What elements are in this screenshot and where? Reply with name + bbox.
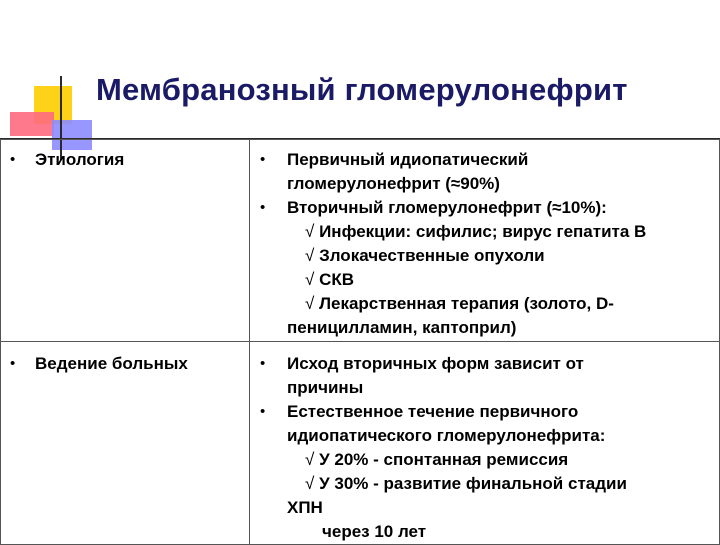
- check-text: Злокачественные опухоли: [319, 246, 545, 265]
- row-content-cell: [250, 140, 720, 342]
- check-item: [250, 472, 715, 496]
- row-content-cell: [250, 342, 720, 545]
- slide-title: Мембранозный гломерулонефрит: [96, 72, 628, 107]
- check-icon: √: [305, 222, 315, 241]
- row-label-cell: [1, 140, 250, 342]
- check-icon: √: [305, 294, 315, 313]
- check-text: У 20% - спонтанная ремиссия: [319, 450, 569, 469]
- check-icon: √: [305, 450, 315, 469]
- bullet-line: причины: [287, 378, 364, 397]
- check-text: СКВ: [319, 270, 355, 289]
- bullet-line: • Естественное течение первичного: [287, 402, 579, 421]
- bullet-item: [250, 196, 715, 220]
- bullet-item: [250, 400, 715, 448]
- bullet-line: гломерулонефрит (≈90%): [287, 174, 500, 193]
- content-table: [0, 139, 720, 545]
- decor-horizontal-line: [0, 138, 720, 139]
- bullet-item: [250, 352, 715, 400]
- check-text: Лекарственная терапия (золото, D-: [319, 294, 614, 313]
- check-item: [250, 268, 715, 292]
- check-icon: √: [305, 246, 315, 265]
- continuation-line: через 10 лет: [322, 522, 427, 541]
- check-text: У 30% - развитие финальной стадии: [319, 474, 627, 493]
- table-row-etiology: [1, 140, 720, 342]
- row-label-cell: [1, 342, 250, 545]
- bullet-line: идиопатического гломерулонефрита:: [287, 426, 606, 445]
- bullet-line: • Первичный идиопатический: [287, 150, 529, 169]
- check-text: Инфекции: сифилис; вирус гепатита В: [319, 222, 647, 241]
- check-item: [250, 244, 715, 268]
- decor-red-square: [10, 112, 54, 136]
- bullet-item: [250, 148, 715, 196]
- table-row-management: [1, 342, 720, 545]
- check-icon: √: [305, 270, 315, 289]
- bullet-line: • Вторичный гломерулонефрит (≈10%):: [287, 198, 607, 217]
- check-item: [250, 448, 715, 472]
- bullet-line: • Исход вторичных форм зависит от: [287, 354, 584, 373]
- continuation-line: пеницилламин, каптоприл): [287, 318, 517, 337]
- row-label: • Ведение больных: [1, 352, 245, 376]
- check-item: [250, 220, 715, 244]
- continuation-line: ХПН: [287, 498, 323, 517]
- check-icon: √: [305, 474, 315, 493]
- check-item: [250, 292, 715, 316]
- row-label: • Этиология: [1, 148, 245, 172]
